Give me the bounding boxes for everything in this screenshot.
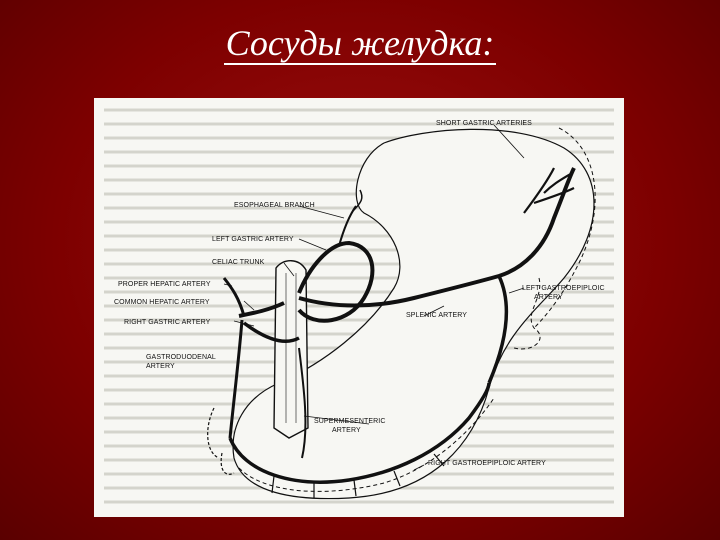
label-celiac-trunk: CELIAC TRUNK xyxy=(212,259,265,266)
left-gastric-artery-vessel xyxy=(299,243,372,321)
label-gastroduodenal-1: GASTRODUODENAL xyxy=(146,354,216,361)
proper-hepatic-artery-vessel xyxy=(224,278,244,316)
esophageal-branch-vessel xyxy=(339,206,356,246)
label-sma-2: ARTERY xyxy=(332,427,361,434)
slide-title xyxy=(0,22,720,64)
label-left-gastric-artery: LEFT GASTRIC ARTERY xyxy=(212,236,294,243)
label-sma-1: SUPERMESENTERIC xyxy=(314,418,386,425)
label-splenic-artery: SPLENIC ARTERY xyxy=(406,312,468,319)
label-left-gastroepiploic-2: ARTERY xyxy=(534,294,563,301)
label-right-gastric-artery: RIGHT GASTRIC ARTERY xyxy=(124,319,211,326)
slide-title-text: Сосуды желудка: xyxy=(225,23,495,63)
label-left-gastroepiploic-1: LEFT GASTROEPIPLOIC xyxy=(522,285,605,292)
label-esophageal-branch: ESOPHAGEAL BRANCH xyxy=(234,202,315,209)
vessel-diagram xyxy=(94,98,624,517)
label-right-gastroepiploic-artery: RIGHT GASTROEPIPLOIC ARTERY xyxy=(428,460,546,467)
label-common-hepatic-artery: COMMON HEPATIC ARTERY xyxy=(114,299,210,306)
label-gastroduodenal-2: ARTERY xyxy=(146,363,175,370)
label-short-gastric-arteries: SHORT GASTRIC ARTERIES xyxy=(436,120,532,127)
stomach-vessels-figure xyxy=(94,98,624,517)
label-proper-hepatic-artery: PROPER HEPATIC ARTERY xyxy=(118,281,211,288)
